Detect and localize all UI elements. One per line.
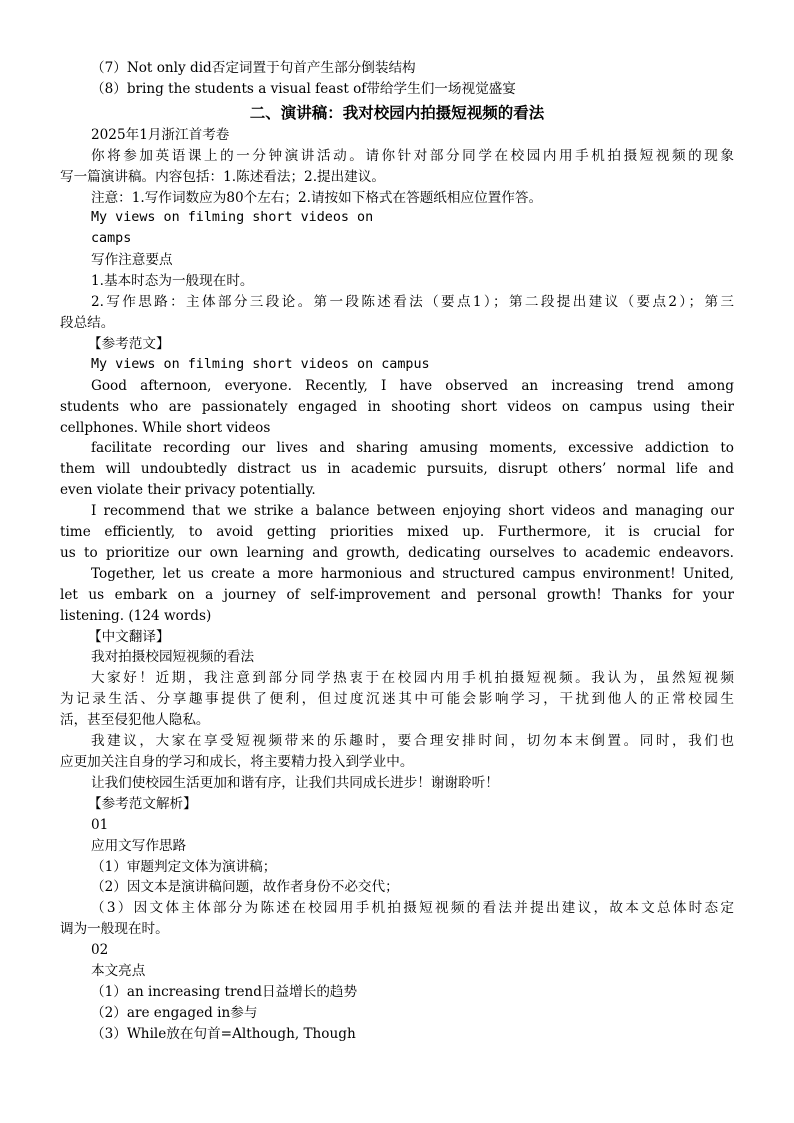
analysis-heading-2: 本文亮点	[91, 963, 146, 980]
analysis-item-2: （2）因文本是演讲稿问题，故作者身份不必交代；	[91, 879, 399, 896]
sample-p4-line-2: let us embark on a journey of self-improvement and personal growth! Thanks for your	[60, 586, 734, 603]
translation-label: 【中文翻译】	[88, 628, 170, 645]
writing-points-heading: 写作注意要点	[91, 252, 173, 269]
analysis-label: 【参考范文解析】	[88, 795, 197, 812]
writing-point-2-line-2: 段总结。	[60, 314, 115, 331]
writing-point-1: 1.基本时态为一般现在时。	[91, 273, 254, 290]
translation-p1-line-2: 为记录生活、分享趣事提供了便利，但过度沉迷其中可能会影响学习，干扰到他人的正常校园生	[60, 691, 734, 708]
sample-p3-line-2: time efficiently, to avoid getting priorities mixed up. Furthermore, it is crucial for	[60, 524, 734, 541]
sample-p2-line-1: facilitate recording our lives and sharing amusing moments, excessive addiction to	[91, 440, 734, 457]
prompt-line-2: 写一篇演讲稿。内容包括：1.陈述看法；2.提出建议。	[60, 168, 386, 185]
sample-p1-line-2: students who are passionately engaged in shooting short videos on campus using their	[60, 398, 734, 415]
analysis-item-3-line-2: 调为一般现在时。	[60, 921, 169, 938]
exam-source: 2025年1月浙江首考卷	[91, 126, 230, 143]
sample-p2-line-3: even violate their privacy potentially.	[60, 482, 316, 499]
sample-p3-line-1: I recommend that we strike a balance between enjoying short videos and managing our	[91, 503, 734, 520]
highlight-3: （3）While放在句首=Although, Though	[91, 1025, 356, 1042]
intro-item-7: （7）Not only did否定词置于句首产生部分倒装结构	[91, 60, 416, 76]
highlight-1: （1）an increasing trend日益增长的趋势	[91, 983, 358, 1000]
translation-p1-line-1: 大家好！近期，我注意到部分同学热衷于在校园内用手机拍摄短视频。我认为，虽然短视频	[91, 670, 734, 687]
sample-p2-line-2: them will undoubtedly distract us in academic pursuits, disrupt others’ normal life and	[60, 461, 734, 478]
sample-title: My views on filming short videos on campus	[91, 356, 430, 372]
section-title: 二、演讲稿：我对校园内拍摄短视频的看法	[249, 102, 545, 122]
prompt-note: 注意：1.写作词数应为80个左右；2.请按如下格式在答题纸相应位置作答。	[91, 189, 543, 206]
sample-p1-line-1: Good afternoon, everyone. Recently, I have observed an increasing trend among	[91, 377, 734, 394]
analysis-item-3-line-1: （3）因文体主体部分为陈述在校园用手机拍摄短视频的看法并提出建议，故本文总体时态定	[91, 900, 734, 917]
analysis-num-01: 01	[91, 816, 109, 833]
document-page	[60, 58, 734, 1045]
sample-p3-line-3: us to prioritize our own learning and growth, dedicating ourselves to academic endeavors.	[60, 544, 734, 561]
translation-p2-line-2: 应更加关注自身的学习和成长，将主要精力投入到学业中。	[60, 754, 414, 770]
intro-item-8: （8）bring the students a visual feast of带给学生们一场视觉盛宴	[91, 80, 516, 97]
sample-p4-line-3: listening. (124 words)	[60, 607, 212, 624]
sample-label: 【参考范文】	[88, 335, 170, 352]
translation-p2-line-1: 我建议，大家在享受短视频带来的乐趣时，要合理安排时间，切勿本末倒置。同时，我们也	[91, 733, 734, 750]
sample-p1-line-3: cellphones. While short videos	[60, 419, 271, 436]
translation-title: 我对拍摄校园短视频的看法	[91, 649, 255, 666]
analysis-num-02: 02	[91, 942, 109, 959]
analysis-heading-1: 应用文写作思路	[91, 837, 187, 854]
format-line-1: My views on filming short videos on	[91, 210, 374, 226]
highlight-2: （2）are engaged in参与	[91, 1004, 258, 1021]
analysis-item-1: （1）审题判定文体为演讲稿；	[91, 858, 277, 875]
translation-p3: 让我们使校园生活更加和谐有序，让我们共同成长进步！谢谢聆听！	[91, 774, 499, 791]
writing-point-2-line-1: 2.写作思路：主体部分三段论。第一段陈述看法（要点1）；第二段提出建议（要点2）；第三	[91, 294, 734, 311]
sample-p4-line-1: Together, let us create a more harmonious and structured campus environment! United,	[91, 565, 734, 582]
translation-p1-line-3: 活，甚至侵犯他人隐私。	[60, 712, 210, 729]
format-line-2: camps	[91, 231, 132, 247]
prompt-line-1: 你将参加英语课上的一分钟演讲活动。请你针对部分同学在校园内用手机拍摄短视频的现象	[91, 147, 734, 164]
